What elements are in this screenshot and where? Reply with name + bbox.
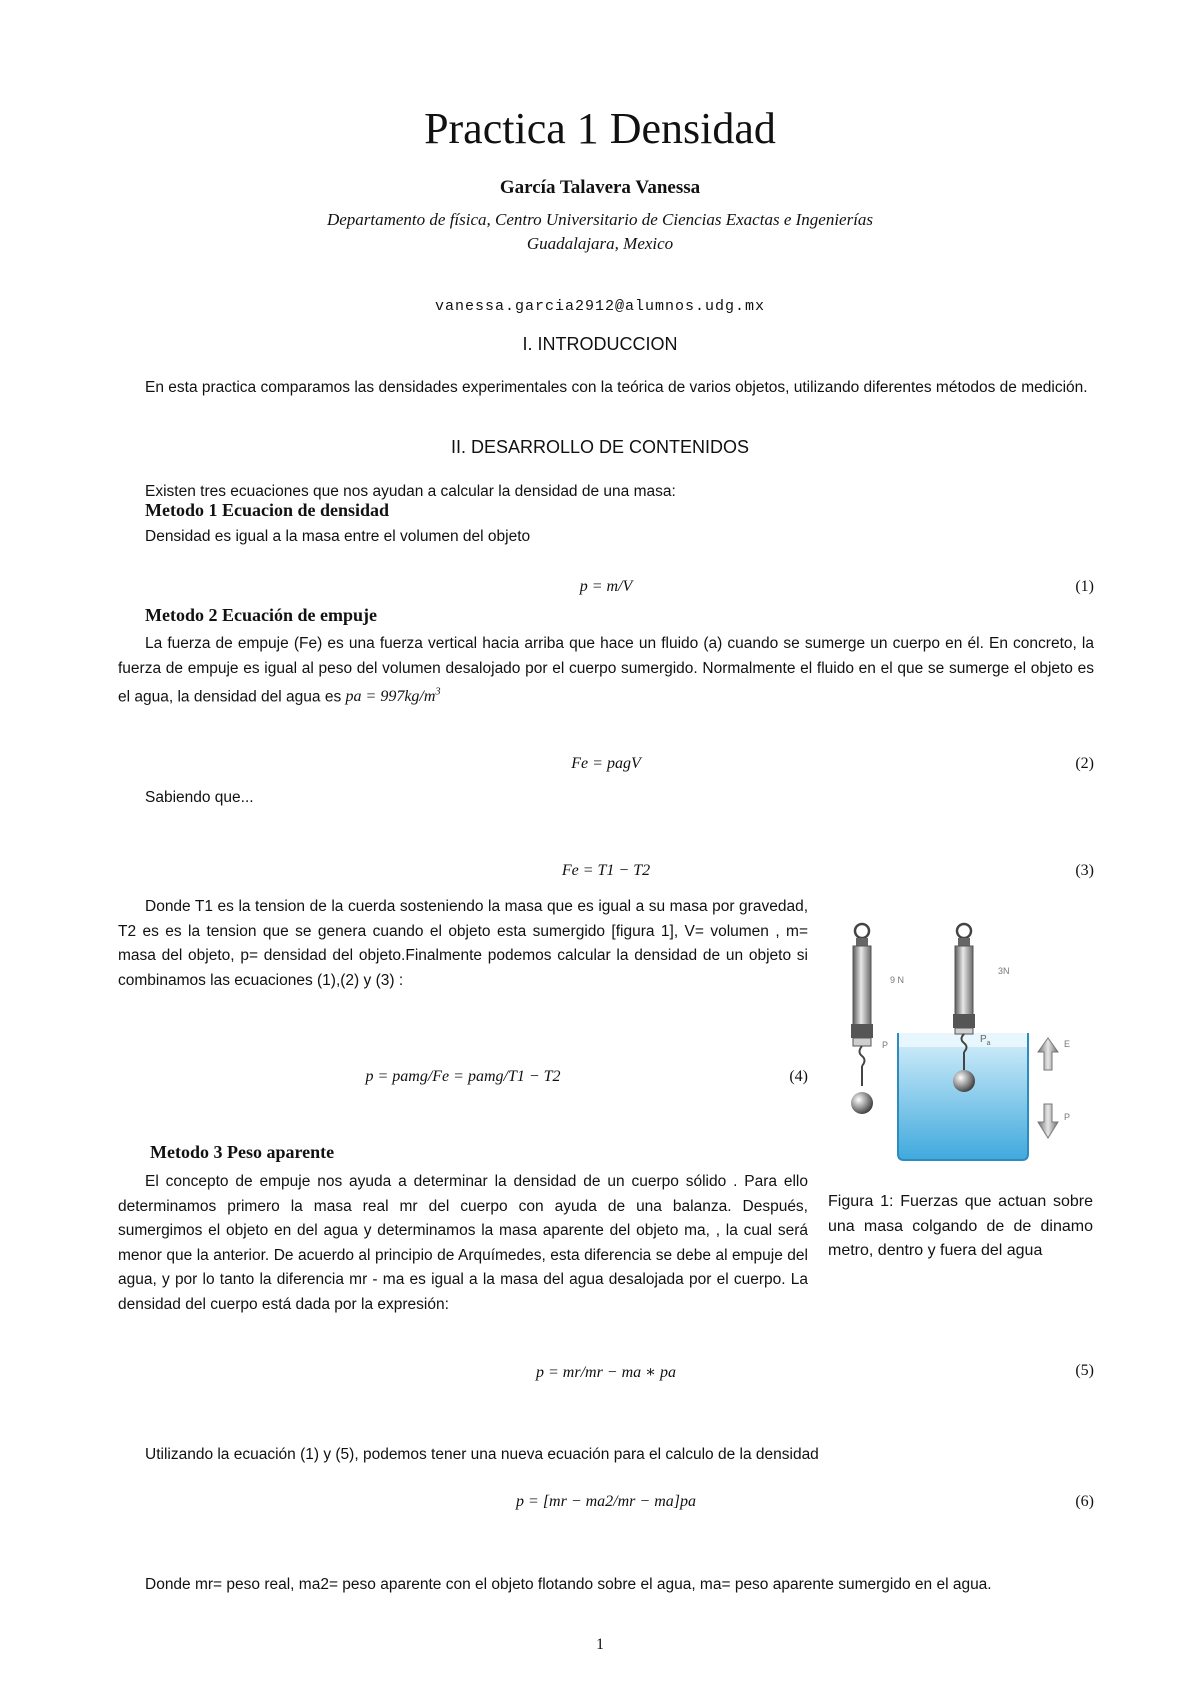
equation-3: Fe = T1 − T2 — [561, 862, 651, 879]
method-3-heading: Metodo 3 Peso aparente — [150, 1142, 335, 1162]
equation-6-number: (6) — [1075, 1493, 1094, 1510]
affiliation — [0, 208, 1200, 256]
equation-5: p = mr/mr − ma ∗ pa — [535, 1364, 677, 1381]
page-number: 1 — [596, 1636, 604, 1653]
exponent: 3 — [435, 687, 441, 698]
equation-1: p = m/V — [579, 578, 633, 595]
left-force-label: 9 N — [890, 975, 905, 985]
equation-1-number: (1) — [1075, 578, 1094, 595]
apparent-weight-label: $P_a$ — [980, 1034, 991, 1047]
equation-2: Fe = pagV — [571, 755, 641, 772]
method-3-paragraph: El concepto de empuje nos ayuda a determinar la densidad de un cuerpo sólido . Para ello determinamos primero la masa real mr del cuerpo con ayuda de una balanza. Después, sumergimos el objeto en del agua y determinamos la masa aparente del objeto ma, , la cual será menor que la anterior. De acuerdo al principio de Arquímedes, esta diferencia se debe al empuje del agua, y por lo tanto la diferencia mr - ma es igual a la masa del agua desalojada por el cuerpo. La densidad del cuerpo está dada por la expresión: — [118, 1173, 808, 1313]
method-2-paragraph — [118, 632, 1094, 710]
method-2-explanation: Donde T1 es la tension de la cuerda sosteniendo la masa que es igual a su masa por gravedad, T2 es es la tension que se genera cuando el objeto esta sumergido [figura 1], V= volumen , m= masa del objeto, p= densidad del objeto.Finalmente podemos calcular la densidad de un objeto si combinamos las ecuaciones (1),(2) y (3) : — [118, 898, 808, 989]
weight-label-left: P — [882, 1040, 889, 1050]
buoyancy-arrow-icon — [1038, 1038, 1058, 1070]
figure-1-dynamometer-diagram — [838, 920, 1094, 1165]
method-2-heading: Metodo 2 Ecuación de empuje — [145, 605, 377, 625]
equation-5-number: (5) — [1075, 1362, 1094, 1379]
paper-title: Practica 1 Densidad — [424, 104, 776, 153]
author-email[interactable]: vanessa.garcia2912@alumnos.udg.mx — [434, 298, 766, 315]
method-2-text: La fuerza de empuje (Fe) es una fuerza vertical hacia arriba que hace un fluido (a) cuando se sumerge un cuerpo en él. En concreto, la fuerza de empuje es igual al peso del volumen desalojado por el cuerpo sumergido. Normalmente el fluido en el que se sumerge el objeto es el agua, la densidad del agua es — [118, 635, 1094, 706]
equation-4-number: (4) — [789, 1068, 808, 1085]
method-1-text: Densidad es igual a la masa entre el volumen del objeto — [145, 528, 531, 545]
method-3-using-text: Utilizando la ecuación (1) y (5), podemos tener una nueva ecuación para el calculo de la densidad — [145, 1446, 819, 1463]
introduction-paragraph: En esta practica comparamos las densidades experimentales con la teórica de varios objetos, utilizando diferentes métodos de medición. — [145, 379, 1088, 396]
knowing-text: Sabiendo que... — [145, 789, 254, 806]
section-heading-development: II. DESARROLLO DE CONTENIDOS — [450, 437, 750, 457]
affiliation-line-1: Departamento de física, Centro Universitario de Ciencias Exactas e Ingenierías — [326, 210, 874, 229]
figure-1-caption: Figura 1: Fuerzas que actuan sobre una masa colgando de de dinamo metro, dentro y fuera del agua — [828, 1193, 1093, 1259]
weight-label-right: P — [1064, 1112, 1071, 1122]
weight-arrow-icon — [1038, 1104, 1058, 1138]
variable-definitions: Donde mr= peso real, ma2= peso aparente con el objeto flotando sobre el agua, ma= peso aparente sumergido en el agua. — [145, 1576, 992, 1593]
equation-4: p = pamg/Fe = pamg/T1 − T2 — [365, 1068, 561, 1085]
right-force-label: 3N — [998, 966, 1010, 976]
equation-2-number: (2) — [1075, 755, 1094, 772]
affiliation-line-2: Guadalajara, Mexico — [526, 234, 674, 253]
buoyancy-label: E — [1064, 1039, 1071, 1049]
left-dynamometer — [851, 924, 873, 1114]
development-intro: Existen tres ecuaciones que nos ayudan a calcular la densidad de una masa: — [145, 483, 676, 500]
equation-6: p = [mr − ma2/mr − ma]pa — [516, 1493, 696, 1510]
method-1-heading: Metodo 1 Ecuacion de densidad — [145, 500, 390, 520]
section-heading-introduction: I. INTRODUCCION — [522, 334, 678, 354]
water-density-expression: pa = $997kg/m^3$ — [345, 687, 441, 706]
equation-3-number: (3) — [1075, 862, 1094, 879]
author-name: García Talavera Vanessa — [499, 177, 701, 198]
